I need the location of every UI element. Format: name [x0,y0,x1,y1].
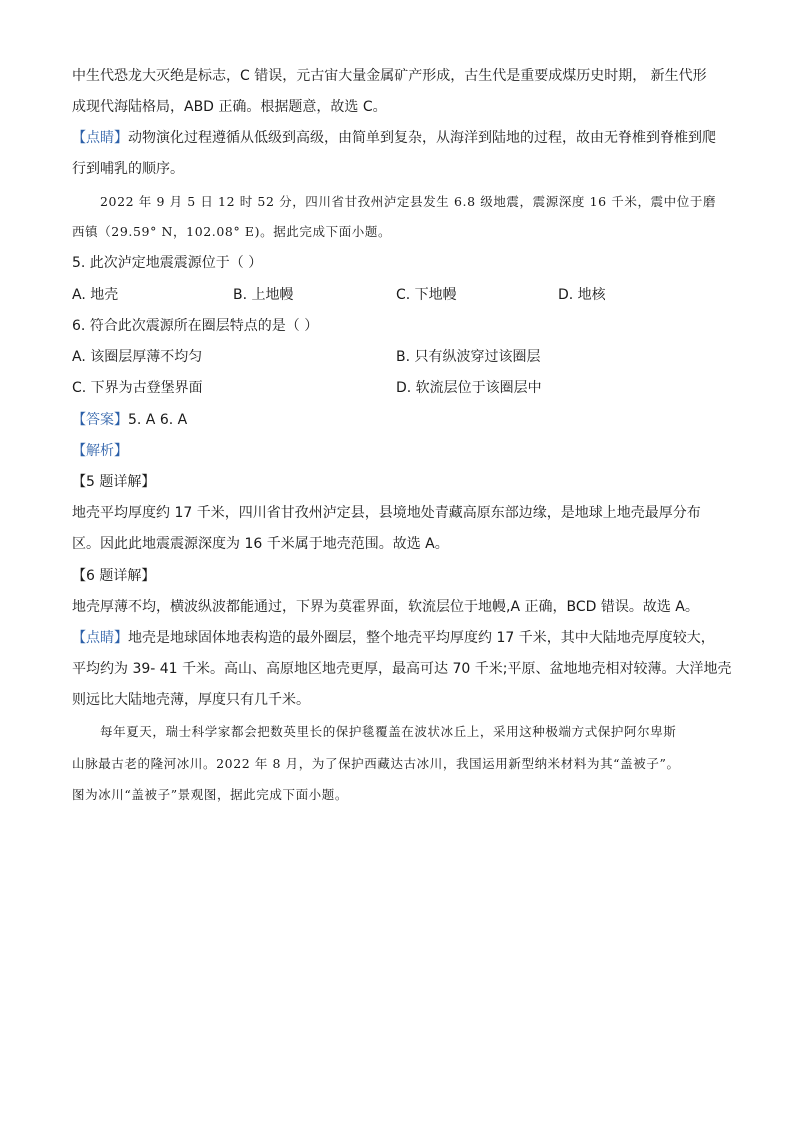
comment-text: 地壳是地球固体地表构造的最外圈层，整个地壳平均厚度约 17 千米，其中大陆地壳厚度较大， [128,630,715,646]
comment-line [72,628,715,648]
q5-option-a: A. 地壳 [72,287,119,303]
q5-option-c: C. 下地幔 [396,287,457,303]
detail-5-heading: 【5 题详解】 [72,474,156,490]
comment-text: 动物演化过程遵循从低级到高级，由简单到复杂，从海洋到陆地的过程，故由无脊椎到脊椎到爬 [128,130,716,146]
text-line: 平均约为 39- 41 千米。高山、高原地区地壳更厚，最高可达 70 千米;平原、盆地地壳相对较薄。大洋地壳 [72,661,732,677]
material-line: 山脉最古老的隆河冰川。2022 年 8 月，为了保护西藏达古冰川，我国运用新型纳米材料为其“盖被子”。 [72,756,680,771]
material-line: 图为冰川“盖被子”景观图，据此完成下面小题。 [72,787,348,802]
text-line: 地壳平均厚度约 17 千米，四川省甘孜州泸定县，县境地处青藏高原东部边缘，是地球上地壳最厚分布 [72,505,701,521]
q6-option-c: C. 下界为古登堡界面 [72,380,203,396]
question-6: 6. 符合此次震源所在圈层特点的是（ ） [72,318,319,334]
q6-option-d: D. 软流层位于该圈层中 [396,380,542,396]
text-line: 则远比大陆地壳薄，厚度只有几千米。 [72,692,310,708]
detail-6-heading: 【6 题详解】 [72,568,156,584]
comment-tag: 【点睛】 [72,630,128,646]
analysis-heading: 【解析】 [72,443,128,459]
text-line: 区。因此此地震震源深度为 16 千米属于地壳范围。故选 A。 [72,536,449,552]
q6-option-a: A. 该圈层厚薄不均匀 [72,349,203,365]
comment-tag: 【点睛】 [72,130,128,146]
text-line: 行到哺乳的顺序。 [72,161,184,177]
q5-option-d: D. 地核 [558,287,606,303]
material-line: 2022 年 9 月 5 日 12 时 52 分，四川省甘孜州泸定县发生 6.8 级地震，震源深度 16 千米，震中位于磨 [100,194,717,209]
text-line: 地壳厚薄不均，横波纵波都能通过，下界为莫霍界面，软流层位于地幔,A 正确，BCD 错误。故选 A。 [72,599,699,615]
text-line: 成现代海陆格局，ABD 正确。根据题意，故选 C。 [72,99,387,115]
text-line: 中生代恐龙大灭绝是标志，C 错误，元古宙大量金属矿产形成，古生代是重要成煤历史时期， 新生代形 [72,68,707,84]
answer-line [72,410,187,430]
material-line: 西镇（29.59° N，102.08° E)。据此完成下面小题。 [72,224,392,239]
answer-tag: 【答案】 [72,412,128,428]
question-5: 5. 此次泸定地震震源位于（ ） [72,255,263,271]
q6-option-b: B. 只有纵波穿过该圈层 [396,349,541,365]
material-line: 每年夏天，瑞士科学家都会把数英里长的保护毯覆盖在波状冰丘上，采用这种极端方式保护阿尔卑斯 [100,724,677,739]
comment-line [72,128,716,148]
q5-option-b: B. 上地幔 [233,287,294,303]
answer-text: 5. A 6. A [128,412,188,428]
